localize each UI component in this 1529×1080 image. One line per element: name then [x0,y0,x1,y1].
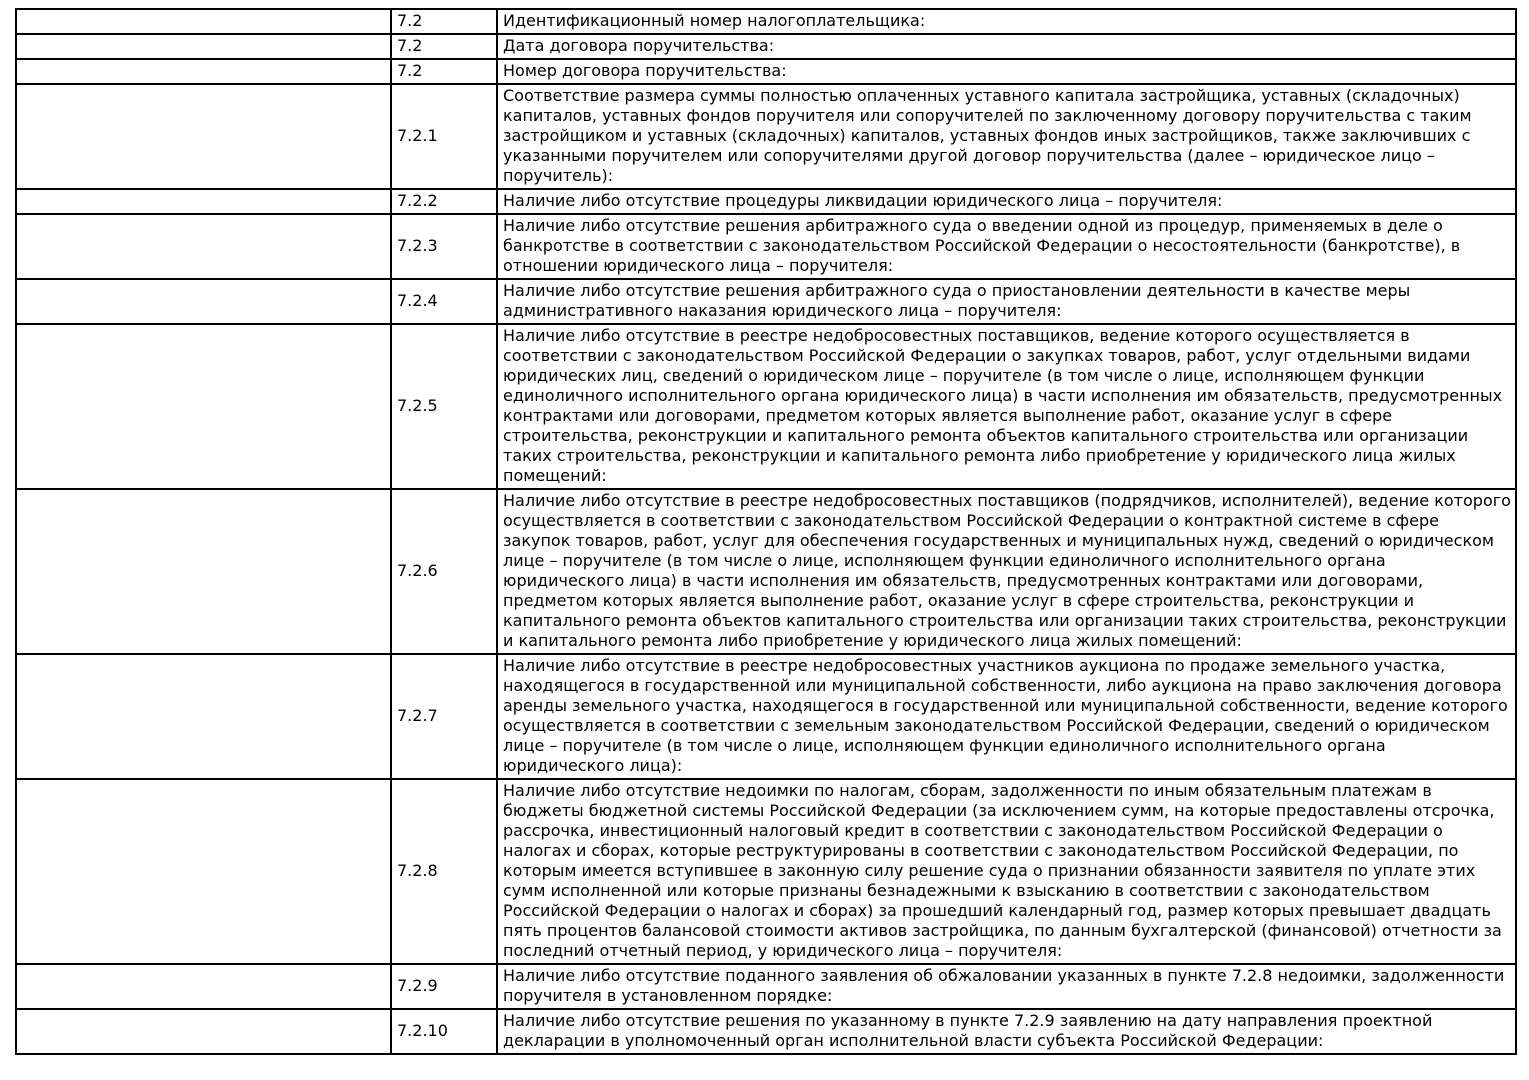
item-number: 7.2.7 [391,654,497,779]
table-row [16,84,1516,189]
empty-cell [16,324,391,489]
empty-cell [16,214,391,279]
empty-cell [16,654,391,779]
item-number: 7.2 [391,59,497,84]
item-number: 7.2.6 [391,489,497,654]
table-row [16,779,1516,964]
item-number: 7.2.10 [391,1009,497,1054]
item-text: Наличие либо отсутствие в реестре недобросовестных поставщиков, ведение которого осуществляется в соответствии с законодательством Российской Федерации о закупках товаров, работ, услуг отдельными видами юридических лиц, сведений о юридическом лице – поручителе (в том числе о лице, исполняющем функции единоличного исполнительного органа юридического лица) в части исполнения им обязательств, предусмотренных контрактами или договорами, предметом которых является выполнение работ, оказание услуг в сфере строительства, реконструкции и капитального ремонта объектов капитального строительства или организации таких строительства, реконструкции и капитального ремонта либо приобретение у юридического лица жилых помещений: [497,324,1516,489]
table-row [16,214,1516,279]
item-text: Наличие либо отсутствие процедуры ликвидации юридического лица – поручителя: [497,189,1516,214]
table-row [16,279,1516,324]
item-number: 7.2.1 [391,84,497,189]
item-number: 7.2.8 [391,779,497,964]
table-body [16,9,1516,1054]
empty-cell [16,59,391,84]
item-text: Соответствие размера суммы полностью оплаченных уставного капитала застройщика, уставных (складочных) капиталов, уставных фондов поручителя или сопоручителей по заключенному договору поручительства с таким застройщиком и уставных (складочных) капиталов, уставных фондов иных застройщиков, также заключивших с указанными поручителем или сопоручителями другой договор поручительства (далее – юридическое лицо – поручитель): [497,84,1516,189]
empty-cell [16,84,391,189]
table-row [16,964,1516,1009]
item-number: 7.2.9 [391,964,497,1009]
item-number: 7.2 [391,34,497,59]
item-number: 7.2.2 [391,189,497,214]
empty-cell [16,279,391,324]
table-row [16,324,1516,489]
empty-cell [16,964,391,1009]
item-number: 7.2.5 [391,324,497,489]
item-text: Наличие либо отсутствие поданного заявления об обжаловании указанных в пункте 7.2.8 недоимки, задолженности поручителя в установленном порядке: [497,964,1516,1009]
item-text: Наличие либо отсутствие решения арбитражного суда о приостановлении деятельности в качестве меры административного наказания юридического лица – поручителя: [497,279,1516,324]
table-row [16,9,1516,34]
declaration-table [15,8,1517,1055]
item-text: Дата договора поручительства: [497,34,1516,59]
empty-cell [16,34,391,59]
item-text: Идентификационный номер налогоплательщика: [497,9,1516,34]
item-text: Наличие либо отсутствие недоимки по налогам, сборам, задолженности по иным обязательным платежам в бюджеты бюджетной системы Российской Федерации (за исключением сумм, на которые предоставлены отсрочка, рассрочка, инвестиционный налоговый кредит в соответствии с законодательством Российской Федерации о налогах и сборах, которые реструктурированы в соответствии с законодательством Российской Федерации, по которым имеется вступившее в законную силу решение суда о признании обязанности заявителя по уплате этих сумм исполненной или которые признаны безнадежными к взысканию в соответствии с законодательством Российской Федерации о налогах и сборах) за прошедший календарный год, размер которых превышает двадцать пять процентов балансовой стоимости активов застройщика, по данным бухгалтерской (финансовой) отчетности за последний отчетный период, у юридического лица – поручителя: [497,779,1516,964]
item-text: Наличие либо отсутствие в реестре недобросовестных поставщиков (подрядчиков, исполнителей), ведение которого осуществляется в соответствии с законодательством Российской Федерации о контрактной системе в сфере закупок товаров, работ, услуг для обеспечения государственных и муниципальных нужд, сведений о юридическом лице – поручителе (в том числе о лице, исполняющем функции единоличного исполнительного органа юридического лица) в части исполнения им обязательств, предусмотренных контрактами или договорами, предметом которых является выполнение работ, оказание услуг в сфере строительства, реконструкции и капитального ремонта объектов капитального строительства или организации таких строительства, реконструкции и капитального ремонта либо приобретение у юридического лица жилых помещений: [497,489,1516,654]
item-text: Наличие либо отсутствие в реестре недобросовестных участников аукциона по продаже земельного участка, находящегося в государственной или муниципальной собственности, либо аукциона на право заключения договора аренды земельного участка, находящегося в государственной или муниципальной собственности, ведение которого осуществляется в соответствии с земельным законодательством Российской Федерации, сведений о юридическом лице – поручителе (в том числе о лице, исполняющем функции единоличного исполнительного органа юридического лица): [497,654,1516,779]
empty-cell [16,189,391,214]
item-number: 7.2.4 [391,279,497,324]
item-number: 7.2.3 [391,214,497,279]
item-text: Номер договора поручительства: [497,59,1516,84]
empty-cell [16,9,391,34]
empty-cell [16,489,391,654]
table-row [16,59,1516,84]
table-row [16,654,1516,779]
empty-cell [16,779,391,964]
table-row [16,34,1516,59]
item-text: Наличие либо отсутствие решения арбитражного суда о введении одной из процедур, применяемых в деле о банкротстве в соответствии с законодательством Российской Федерации о несостоятельности (банкротстве), в отношении юридического лица – поручителя: [497,214,1516,279]
table-row [16,1009,1516,1054]
empty-cell [16,1009,391,1054]
table-row [16,189,1516,214]
item-number: 7.2 [391,9,497,34]
item-text: Наличие либо отсутствие решения по указанному в пункте 7.2.9 заявлению на дату направления проектной декларации в уполномоченный орган исполнительной власти субъекта Российской Федерации: [497,1009,1516,1054]
table-row [16,489,1516,654]
